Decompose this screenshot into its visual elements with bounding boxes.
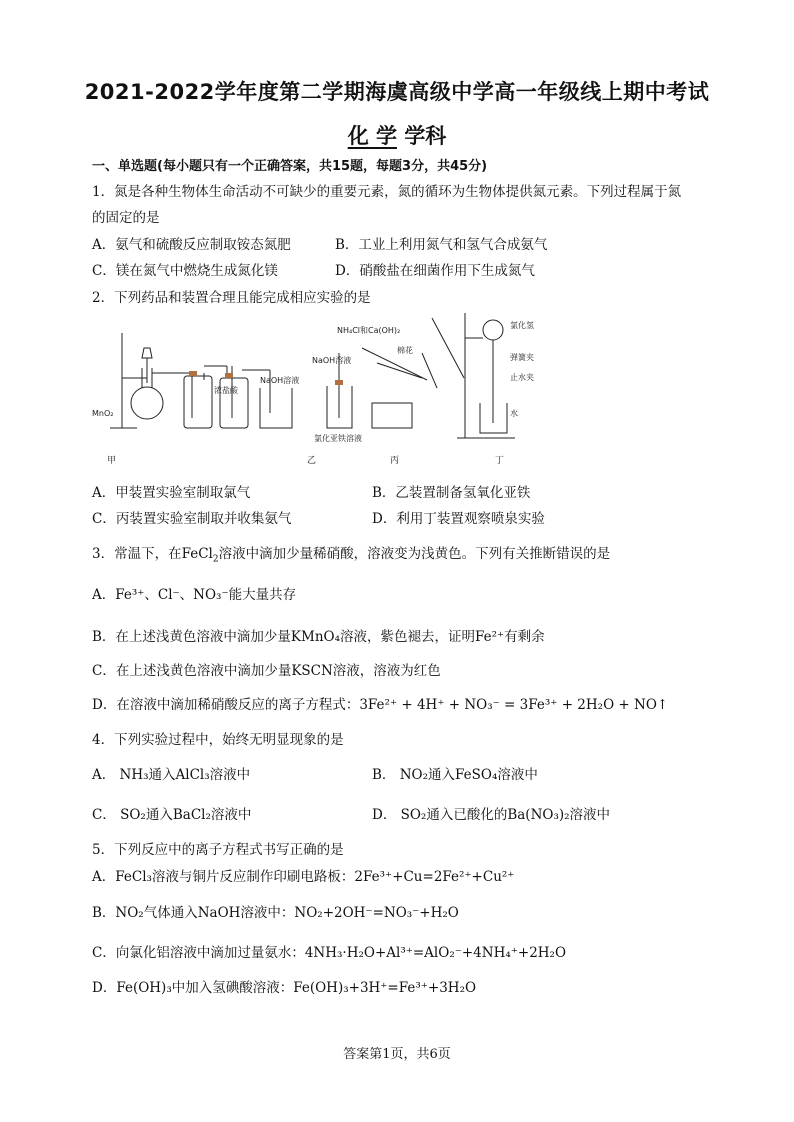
q3-stem — [92, 542, 610, 565]
q2-option-c: C．丙装置实验室制取并收集氨气 — [92, 511, 292, 527]
q2-stem: 2．下列药品和装置合理且能完成相应实验的是 — [92, 290, 371, 306]
q3-option-b: B．在上述浅黄色溶液中滴加少量KMnO₄溶液，紫色褪去，证明Fe²⁺有剩余 — [92, 629, 545, 645]
q1-option-c: C．镁在氮气中燃烧生成氮化镁 — [92, 263, 278, 279]
q5-option-d: D．Fe(OH)₃中加入氢碘酸溶液：Fe(OH)₃+3H⁺=Fe³⁺+3H₂O — [92, 980, 477, 996]
q4-stem: 4．下列实验过程中，始终无明显现象的是 — [92, 732, 344, 748]
q4-option-a: A． NH₃通入AlCl₃溶液中 — [92, 767, 251, 783]
caption-jia: 甲 — [107, 456, 117, 466]
subject-title — [0, 120, 794, 150]
q5-option-b: B．NO₂气体通入NaOH溶液中：NO₂+2OH⁻=NO₃⁻+H₂O — [92, 905, 459, 921]
q3-stem-pre: 3．常温下，在 — [92, 546, 182, 562]
caption-bing: 丙 — [390, 456, 400, 466]
q1-option-b: B．工业上利用氮气和氢气合成氨气 — [335, 237, 548, 253]
page-footer: 答案第1页，共6页 — [343, 1047, 451, 1062]
label-naoh-jia: NaOH溶液 — [260, 376, 300, 385]
q1-option-a: A．氨气和硫酸反应制取铵态氮肥 — [92, 237, 291, 253]
q4-option-d: D． SO₂通入已酸化的Ba(NO₃)₂溶液中 — [372, 807, 611, 823]
label-water-clip: 止水夹 — [510, 373, 534, 382]
q5-stem: 5．下列反应中的离子方程式书写正确的是 — [92, 842, 344, 858]
q3-formula-sub: 2 — [212, 554, 219, 565]
caption-yi: 乙 — [307, 456, 317, 466]
q3-stem-post: 溶液中滴加少量稀硝酸，溶液变为浅黄色。下列有关推断错误的是 — [218, 546, 611, 562]
q1-stem-line1: 1．氮是各种生物体生命活动不可缺少的重要元素，氮的循环为生物体提供氮元素。下列过程属于氮 — [92, 184, 682, 200]
q5-option-a: A．FeCl₃溶液与铜片反应制作印刷电路板：2Fe³⁺+Cu=2Fe²⁺+Cu²⁺ — [92, 869, 515, 885]
q3-option-d-equation: 3Fe²⁺ + 4H⁺ + NO₃⁻ = 3Fe³⁺ + 2H₂O + NO↑ — [359, 697, 669, 713]
q3-option-a: A．Fe³⁺、Cl⁻、NO₃⁻能大量共存 — [92, 587, 297, 603]
label-water: 水 — [510, 409, 518, 418]
q3-formula: FeCl — [181, 546, 213, 562]
q1-option-d: D．硝酸盐在细菌作用下生成氮气 — [335, 263, 535, 279]
subject-suffix: 学科 — [404, 124, 447, 148]
apparatus-ding — [455, 308, 555, 468]
label-cotton: 棉花 — [397, 346, 413, 355]
label-hcl-gas: 氯化氢 — [510, 321, 534, 330]
section-heading: 一、单选题(每小题只有一个正确答案，共15题，每题3分，共45分) — [92, 159, 488, 174]
label-nh4cl: NH₄Cl和Ca(OH)₂ — [337, 326, 401, 335]
label-fecl2: 氯化亚铁溶液 — [314, 434, 362, 443]
exam-title: 2021-2022学年度第二学期海虞高级中学高一年级线上期中考试 — [84, 80, 710, 104]
q2-option-b: B．乙装置制备氢氧化亚铁 — [372, 485, 531, 501]
q3-option-c: C．在上述浅黄色溶液中滴加少量KSCN溶液，溶液为红色 — [92, 663, 441, 679]
q3-option-d-text: D．在溶液中滴加稀硝酸反应的离子方程式： — [92, 697, 360, 713]
label-naoh-yi: NaOH溶液 — [312, 356, 352, 365]
q2-option-a: A．甲装置实验室制取氯气 — [92, 485, 251, 501]
caption-ding: 丁 — [495, 456, 505, 466]
q4-option-b: B． NO₂通入FeSO₄溶液中 — [372, 767, 538, 783]
label-hcl: 浓盐酸 — [214, 386, 238, 395]
label-spring-clip: 弹簧夹 — [510, 353, 534, 362]
q4-option-c: C． SO₂通入BaCl₂溶液中 — [92, 807, 252, 823]
subject-name: 化 学 — [347, 124, 397, 148]
q3-option-d — [92, 693, 668, 713]
q2-option-d: D．利用丁装置观察喷泉实验 — [372, 511, 545, 527]
label-mno2: MnO₂ — [92, 409, 114, 418]
q1-stem-line2: 的固定的是 — [92, 210, 160, 226]
q5-option-c: C．向氯化铝溶液中滴加过量氨水：4NH₃·H₂O+Al³⁺=AlO₂⁻+4NH₄⁺+2H₂O — [92, 945, 567, 961]
